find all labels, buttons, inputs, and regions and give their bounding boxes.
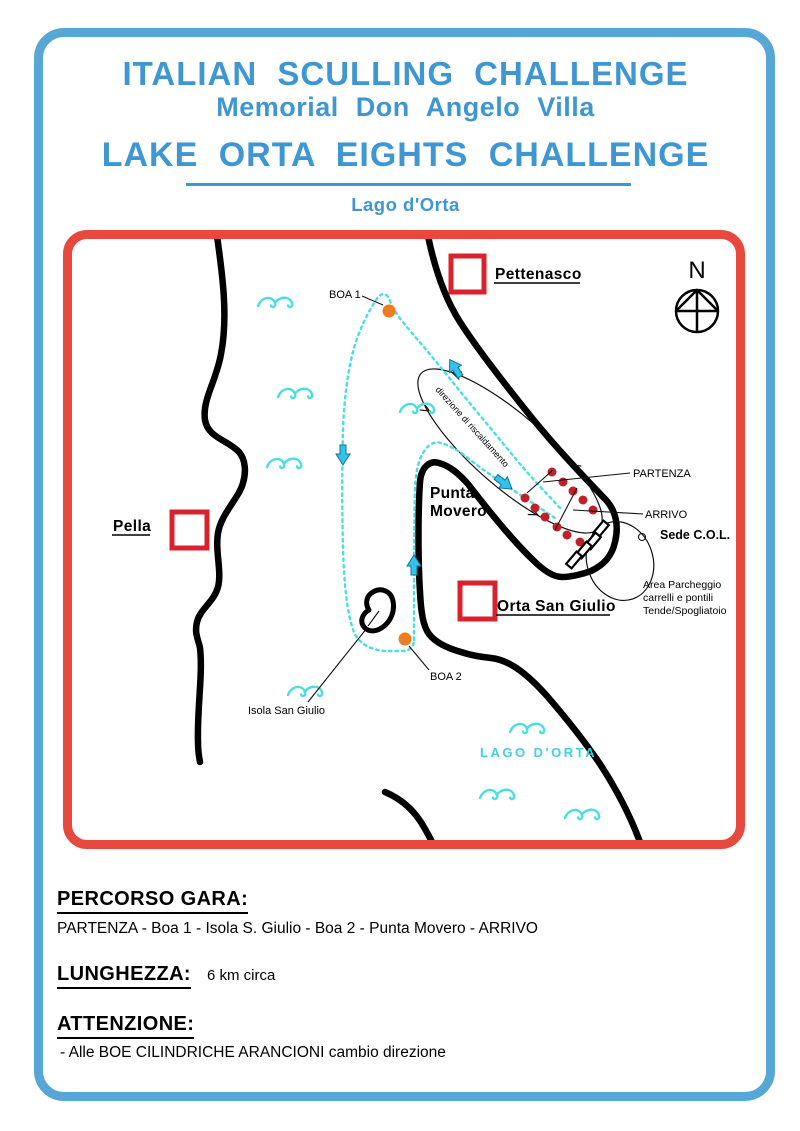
- course-arrow-into-bay: [492, 471, 516, 494]
- isola-san-giulio-label: Isola San Giulio: [248, 705, 326, 717]
- pettenasco-label: Pettenasco: [495, 266, 582, 283]
- orta-san-giulio-marker: [460, 583, 495, 619]
- boa1-label: BOA 1: [329, 289, 361, 301]
- finish-line: [555, 488, 577, 530]
- isola-san-giulio-island: [362, 590, 394, 631]
- event-title: LAKE ORTA EIGHTS CHALLENGE: [101, 136, 710, 174]
- page-title: ITALIAN SCULLING CHALLENGE: [122, 55, 689, 92]
- pella-label: Pella: [113, 518, 152, 535]
- pella-marker: [172, 512, 207, 548]
- lake-waves: [258, 298, 599, 819]
- boa1-buoy: [383, 305, 396, 318]
- boa2-buoy: [399, 633, 412, 646]
- punta-movero-label-line2: Movero: [430, 503, 487, 520]
- percorso-route-text: PARTENZA - Boa 1 - Isola S. Giulio - Boa 2 - Punta Movero - ARRIVO: [57, 920, 538, 937]
- attenzione-text: - Alle BOE CILINDRICHE ARANCIONI cambio direzione: [60, 1044, 446, 1061]
- course-map: [63, 230, 745, 849]
- west-shoreline: [196, 236, 245, 762]
- warmup-loop: [397, 346, 622, 555]
- attenzione-section: [57, 1013, 194, 1039]
- lago-dorta-label: LAGO D'ORTA: [480, 745, 598, 760]
- boa2-leader-line: [409, 646, 429, 670]
- compass-rose-icon: [676, 257, 718, 332]
- percorso-heading: PERCORSO GARA:: [57, 888, 248, 914]
- boa2-label: BOA 2: [430, 671, 462, 683]
- area-parcheggio-label-line3: Tende/Spogliatoio: [643, 605, 727, 617]
- pettenasco-marker: [451, 256, 484, 292]
- lake-name: Lago d'Orta: [351, 194, 460, 215]
- warmup-direction-label: direzione di riscaldamento: [433, 384, 511, 470]
- lunghezza-section: [57, 963, 275, 989]
- percorso-section: [57, 888, 248, 914]
- page-subtitle-memorial: Memorial Don Angelo Villa: [216, 92, 595, 122]
- sede-col-label: Sede C.O.L.: [660, 528, 731, 542]
- event-title-underline: [186, 183, 631, 186]
- isola-leader-line: [308, 628, 367, 702]
- orta-san-giulio-label: Orta San Giulio: [497, 598, 616, 615]
- lunghezza-value: 6 km circa: [206, 967, 276, 984]
- attenzione-heading: ATTENZIONE:: [57, 1013, 194, 1039]
- north-label: N: [688, 257, 706, 284]
- lunghezza-heading: LUNGHEZZA:: [57, 963, 191, 989]
- partenza-label: PARTENZA: [633, 468, 691, 480]
- punta-movero-label-line1: Punta: [430, 485, 475, 502]
- south-shoreline: [385, 792, 438, 849]
- course-arrow-south: [336, 445, 350, 465]
- area-parcheggio-label-line1: Area Parcheggio: [643, 579, 722, 591]
- area-parcheggio-label-line2: carrelli e pontili: [643, 592, 714, 604]
- arrivo-leader-line: [573, 510, 643, 514]
- arrivo-label: ARRIVO: [645, 509, 688, 521]
